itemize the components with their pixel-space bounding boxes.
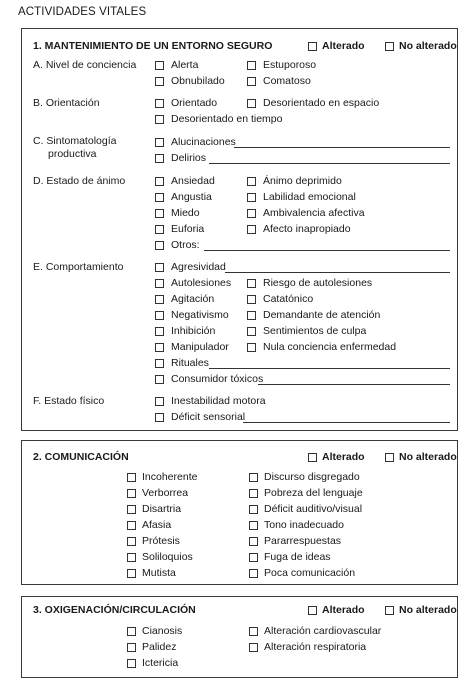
checkbox-desorientado-tiempo[interactable] [155, 115, 164, 124]
checkbox-alteracion-respiratoria[interactable] [249, 643, 258, 652]
checkbox-afecto-inapropiado[interactable] [247, 225, 256, 234]
option-label: Afasia [142, 519, 172, 531]
checkbox-angustia[interactable] [155, 193, 164, 202]
option-label: Labilidad emocional [263, 191, 356, 203]
option-label: Fuga de ideas [264, 551, 331, 563]
section-title: 2. COMUNICACIÓN [33, 451, 129, 463]
checkbox-deficit-auditivo-visual[interactable] [249, 505, 258, 514]
no-alterado-checkbox[interactable] [385, 606, 394, 615]
consumidor-toxicos-field[interactable] [258, 384, 450, 385]
option-label: Soliloquios [142, 551, 193, 563]
option-label: Pobreza del lenguaje [264, 487, 363, 499]
checkbox-agitacion[interactable] [155, 295, 164, 304]
option-label: Nula conciencia enfermedad [263, 341, 397, 353]
option-label: Delirios [171, 152, 207, 164]
option-label: Otros: [171, 239, 200, 251]
option-label: Demandante de atención [263, 309, 381, 321]
agresividad-field[interactable] [225, 272, 450, 273]
checkbox-sentimientos-culpa[interactable] [247, 327, 256, 336]
option-label: Afecto inapropiado [263, 223, 351, 235]
option-label: Consumidor tóxicos [171, 373, 264, 385]
option-label: Prótesis [142, 535, 180, 547]
row-label-nivel-conciencia: A. Nivel de conciencia [33, 59, 137, 71]
option-label: Mutista [142, 567, 176, 579]
option-label: Ansiedad [171, 175, 215, 187]
option-label: Obnubilado [171, 75, 225, 87]
checkbox-agresividad[interactable] [155, 263, 164, 272]
option-label: Alerta [171, 59, 199, 71]
no-alterado-label: No alterado [399, 604, 457, 616]
checkbox-miedo[interactable] [155, 209, 164, 218]
option-label: Inhibición [171, 325, 216, 337]
row-label-sintomatologia: C. Sintomatología [33, 135, 117, 147]
checkbox-protesis[interactable] [127, 537, 136, 546]
checkbox-labilidad-emocional[interactable] [247, 193, 256, 202]
checkbox-fuga-ideas[interactable] [249, 553, 258, 562]
checkbox-afasia[interactable] [127, 521, 136, 530]
option-label: Riesgo de autolesiones [263, 277, 373, 289]
alterado-checkbox[interactable] [308, 42, 317, 51]
checkbox-cianosis[interactable] [127, 627, 136, 636]
delirios-field[interactable] [209, 163, 450, 164]
page-title: ACTIVIDADES VITALES [18, 6, 147, 18]
option-label: Manipulador [171, 341, 229, 353]
checkbox-discurso-disgregado[interactable] [249, 473, 258, 482]
option-label: Alteración cardiovascular [264, 625, 382, 637]
option-label: Discurso disgregado [264, 471, 360, 483]
option-label: Ambivalencia afectiva [263, 207, 365, 219]
checkbox-desorientado-espacio[interactable] [247, 99, 256, 108]
option-label: Alucinaciones [171, 136, 236, 148]
option-label: Desorientado en tiempo [171, 113, 283, 125]
option-label: Pararrespuestas [264, 535, 342, 547]
option-label: Disartria [142, 503, 182, 515]
option-label: Sentimientos de culpa [263, 325, 367, 337]
option-label: Angustia [171, 191, 212, 203]
checkbox-rituales[interactable] [155, 359, 164, 368]
option-label: Desorientado en espacio [263, 97, 380, 109]
checkbox-poca-comunicacion[interactable] [249, 569, 258, 578]
checkbox-riesgo-autolesiones[interactable] [247, 279, 256, 288]
alterado-label: Alterado [322, 604, 365, 616]
checkbox-otros[interactable] [155, 241, 164, 250]
option-label: Ictericia [142, 657, 179, 669]
no-alterado-checkbox[interactable] [385, 42, 394, 51]
row-label-estado-fisico: F. Estado físico [33, 395, 105, 407]
no-alterado-label: No alterado [399, 40, 457, 52]
row-label-comportamiento: E. Comportamiento [33, 261, 124, 273]
checkbox-disartria[interactable] [127, 505, 136, 514]
row-label-estado-animo: D. Estado de ánimo [33, 175, 126, 187]
checkbox-verborrea[interactable] [127, 489, 136, 498]
checkbox-comatoso[interactable] [247, 77, 256, 86]
option-label: Palidez [142, 641, 177, 653]
alterado-checkbox[interactable] [308, 606, 317, 615]
checkbox-manipulador[interactable] [155, 343, 164, 352]
checkbox-catatonico[interactable] [247, 295, 256, 304]
option-label: Agresividad [171, 261, 226, 273]
checkbox-ictericia[interactable] [127, 659, 136, 668]
section-comunicacion [21, 440, 458, 585]
checkbox-incoherente[interactable] [127, 473, 136, 482]
option-label: Ánimo deprimido [263, 175, 342, 187]
checkbox-alucinaciones[interactable] [155, 138, 164, 147]
option-label: Déficit sensorial [171, 411, 246, 423]
rituales-field[interactable] [209, 368, 450, 369]
checkbox-nula-conciencia[interactable] [247, 343, 256, 352]
checkbox-inestabilidad-motora[interactable] [155, 397, 164, 406]
checkbox-palidez[interactable] [127, 643, 136, 652]
checkbox-deficit-sensorial[interactable] [155, 413, 164, 422]
section-title: 1. MANTENIMIENTO DE UN ENTORNO SEGURO [33, 40, 273, 52]
otros-field[interactable] [204, 250, 450, 251]
checkbox-soliloquios[interactable] [127, 553, 136, 562]
option-label: Déficit auditivo/visual [264, 503, 363, 515]
option-label: Orientado [171, 97, 218, 109]
option-label: Euforia [171, 223, 205, 235]
option-label: Verborrea [142, 487, 189, 499]
checkbox-negativismo[interactable] [155, 311, 164, 320]
checkbox-euforia[interactable] [155, 225, 164, 234]
checkbox-inhibicion[interactable] [155, 327, 164, 336]
checkbox-obnubilado[interactable] [155, 77, 164, 86]
checkbox-ambivalencia-afectiva[interactable] [247, 209, 256, 218]
checkbox-alteracion-cardiovascular[interactable] [249, 627, 258, 636]
option-label: Comatoso [263, 75, 311, 87]
alterado-label: Alterado [322, 40, 365, 52]
checkbox-animo-deprimido[interactable] [247, 177, 256, 186]
option-label: Negativismo [171, 309, 229, 321]
checkbox-tono-inadecuado[interactable] [249, 521, 258, 530]
row-label-sintomatologia-2: productiva [48, 148, 97, 160]
section-oxigenacion [21, 596, 458, 678]
option-label: Agitación [171, 293, 215, 305]
section-title: 3. OXIGENACIÓN/CIRCULACIÓN [33, 604, 196, 616]
option-label: Miedo [171, 207, 200, 219]
no-alterado-label: No alterado [399, 451, 457, 463]
option-label: Catatónico [263, 293, 314, 305]
checkbox-delirios[interactable] [155, 154, 164, 163]
checkbox-alerta[interactable] [155, 61, 164, 70]
checkbox-pobreza-lenguaje[interactable] [249, 489, 258, 498]
option-label: Estuporoso [263, 59, 317, 71]
option-label: Poca comunicación [264, 567, 356, 579]
checkbox-demandante-atencion[interactable] [247, 311, 256, 320]
alterado-checkbox[interactable] [308, 453, 317, 462]
checkbox-orientado[interactable] [155, 99, 164, 108]
checkbox-autolesiones[interactable] [155, 279, 164, 288]
section-mantenimiento [21, 28, 458, 431]
checkbox-mutista[interactable] [127, 569, 136, 578]
checkbox-consumidor-toxicos[interactable] [155, 375, 164, 384]
alterado-label: Alterado [322, 451, 365, 463]
checkbox-ansiedad[interactable] [155, 177, 164, 186]
alucinaciones-field[interactable] [234, 147, 450, 148]
option-label: Inestabilidad motora [171, 395, 266, 407]
no-alterado-checkbox[interactable] [385, 453, 394, 462]
option-label: Incoherente [142, 471, 198, 483]
checkbox-estuporoso[interactable] [247, 61, 256, 70]
option-label: Autolesiones [171, 277, 232, 289]
option-label: Tono inadecuado [264, 519, 344, 531]
option-label: Rituales [171, 357, 209, 369]
option-label: Alteración respiratoria [264, 641, 367, 653]
option-label: Cianosis [142, 625, 183, 637]
deficit-sensorial-field[interactable] [243, 422, 450, 423]
row-label-orientacion: B. Orientación [33, 97, 100, 109]
checkbox-pararrespuestas[interactable] [249, 537, 258, 546]
